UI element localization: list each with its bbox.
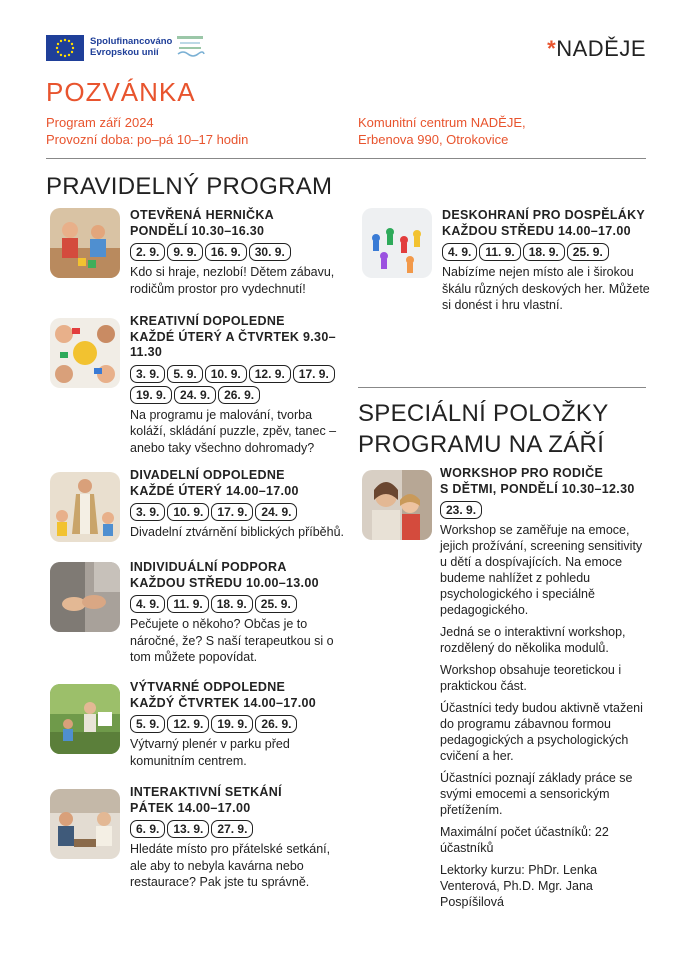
program-info [46, 114, 248, 148]
date-pill: 11. 9. [479, 243, 520, 261]
workshop-paragraph: Jedná se o interaktivní workshop, rozdělený do několika modulů. [440, 625, 626, 655]
date-pill: 2. 9. [130, 243, 165, 261]
eu-cofunded-label [90, 36, 180, 58]
workshop-details [440, 466, 652, 910]
date-pill: 18. 9. [211, 595, 253, 613]
workshop-paragraph: Účastníci poznají základy práce se svými emocemi a sensorickým přetížením. [440, 771, 633, 817]
date-pill: 5. 9. [167, 365, 202, 383]
center-street: Erbenova 990, Otrokovice [358, 132, 509, 147]
event-description: Pečujete o někoho? Občas je to náročné, že? S naší terapeutkou si o tom můžete popovídat. [130, 617, 334, 664]
date-pill: 30. 9. [249, 243, 291, 261]
event-details [130, 785, 340, 891]
date-pill: 18. 9. [523, 243, 565, 261]
workshop-title: WORKSHOP PRO RODIČE [440, 466, 604, 480]
date-pill: 6. 9. [130, 820, 165, 838]
event-details [130, 680, 340, 769]
date-pill: 26. 9. [218, 386, 260, 404]
workshop-paragraph: Účastníci tedy budou aktivně vtaženi do programu zábavnou formou pedagogických a psychologických cvičení a her. [440, 701, 643, 763]
event-time: KAŽDOU STŘEDU 14.00–17.00 [442, 223, 631, 238]
date-pill: 12. 9. [167, 715, 209, 733]
event-title: VÝTVARNÉ ODPOLEDNE [130, 680, 286, 694]
event-time: KAŽDÉ ÚTERÝ A ČTVRTEK 9.30–11.30 [130, 329, 336, 359]
special-heading-line-1: SPECIÁLNÍ POLOŽKY [358, 400, 609, 427]
support-photo [50, 562, 120, 632]
workshop-paragraph: Workshop obsahuje teoretickou i praktickou část. [440, 663, 622, 693]
event-details [130, 314, 340, 456]
ministry-logo [175, 33, 205, 59]
playroom-photo [50, 208, 120, 278]
event-description: Na programu je malování, tvorba koláží, skládání puzzle, zpěv, tanec – anebo taky všechno dohromady? [130, 407, 337, 455]
brand-star: * [547, 36, 557, 61]
date-pill: 4. 9. [130, 595, 165, 613]
date-pill: 10. 9. [205, 365, 247, 383]
nadeje-logo [547, 36, 646, 62]
date-list [130, 243, 340, 261]
theatre-photo [50, 472, 120, 542]
meeting-photo [50, 789, 120, 859]
date-pill: 19. 9. [130, 386, 172, 404]
special-divider [358, 387, 646, 388]
date-pill: 25. 9. [567, 243, 609, 261]
date-pill: 19. 9. [211, 715, 253, 733]
date-list [442, 243, 652, 261]
opening-hours: Provozní doba: po–pá 10–17 hodin [46, 132, 249, 147]
event-description: Nabízíme nejen místo ale i širokou škálu různých deskových her. Můžete si donést i hru vlastní. [442, 265, 650, 312]
eu-flag-logo [46, 35, 84, 61]
date-list [130, 820, 340, 838]
date-pill: 3. 9. [130, 365, 165, 383]
date-pill: 17. 9. [293, 365, 335, 383]
workshop-capacity: Maximální počet účastníků: 22 účastníků [440, 825, 609, 855]
date-list [130, 715, 340, 733]
date-list [130, 595, 340, 613]
ministry-logo-icon [175, 33, 205, 59]
date-pill: 26. 9. [255, 715, 297, 733]
event-details [130, 208, 340, 297]
event-details [130, 560, 340, 666]
workshop-time: S DĚTMI, PONDĚLÍ 10.30–12.30 [440, 481, 635, 496]
special-heading-line-2: PROGRAMU NA ZÁŘÍ [358, 431, 605, 458]
center-name: Komunitní centrum NADĚJE, [358, 115, 526, 130]
event-title: INDIVIDUÁLNÍ PODPORA [130, 560, 287, 574]
date-pill: 24. 9. [174, 386, 216, 404]
date-pill: 11. 9. [167, 595, 208, 613]
date-pill: 5. 9. [130, 715, 165, 733]
date-pill: 24. 9. [255, 503, 297, 521]
event-title: KREATIVNÍ DOPOLEDNE [130, 314, 285, 328]
brand-name: NADĚJE [556, 36, 646, 61]
event-title: OTEVŘENÁ HERNIČKA [130, 208, 274, 222]
event-description: Hledáte místo pro přátelské setkání, ale aby to nebyla kavárna nebo restaurace? Pak jste tu správně. [130, 842, 331, 889]
event-title: INTERAKTIVNÍ SETKÁNÍ [130, 785, 282, 799]
event-title: DESKOHRANÍ PRO DOSPĚLÁKY [442, 208, 646, 222]
eu-line-1: Spolufinancováno [90, 36, 173, 47]
date-pill: 4. 9. [442, 243, 477, 261]
event-time: PONDĚLÍ 10.30–16.30 [130, 223, 265, 238]
date-pill: 3. 9. [130, 503, 165, 521]
event-time: KAŽDÝ ČTVRTEK 14.00–17.00 [130, 695, 317, 710]
date-pill: 12. 9. [249, 365, 291, 383]
special-program-heading [358, 398, 609, 460]
regular-program-heading: PRAVIDELNÝ PROGRAM [46, 173, 333, 200]
event-description: Výtvarný plenér v parku před komunitním centrem. [130, 737, 290, 768]
page-title: POZVÁNKA [46, 77, 196, 107]
art-photo [50, 684, 120, 754]
event-description: Kdo si hraje, nezlobí! Dětem zábavu, rodičům prostor pro vydechnutí! [130, 265, 335, 296]
header-divider [46, 158, 646, 159]
date-list [130, 365, 340, 404]
workshop-lecturers: Lektorky kurzu: PhDr. Lenka Venterová, Ph.D. Mgr. Jana Pospíšilová [440, 863, 598, 909]
date-list [130, 503, 345, 521]
date-pill: 9. 9. [167, 243, 202, 261]
date-list [440, 501, 652, 519]
event-description: Divadelní ztvárnění biblických příběhů. [130, 525, 345, 539]
date-pill: 16. 9. [205, 243, 247, 261]
date-pill: 23. 9. [440, 501, 482, 519]
event-time: KAŽDÉ ÚTERÝ 14.00–17.00 [130, 483, 299, 498]
program-month: Program září 2024 [46, 115, 154, 130]
board-games-photo [362, 208, 432, 278]
workshop-paragraph: Workshop se zaměřuje na emoce, jejich prožívání, screening sensitivity u dětí a dospívajících. Na emoce budeme nahlížet z pohledu psychologického i speciálně pedagogického. [440, 523, 643, 617]
eu-line-2: Evropskou unií [90, 47, 159, 58]
event-title: DIVADELNÍ ODPOLEDNE [130, 468, 285, 482]
center-address [358, 114, 526, 148]
workshop-photo [362, 470, 432, 540]
eu-stars-icon [46, 35, 84, 61]
date-pill: 10. 9. [167, 503, 209, 521]
date-pill: 17. 9. [211, 503, 253, 521]
event-time: PÁTEK 14.00–17.00 [130, 800, 251, 815]
event-time: KAŽDOU STŘEDU 10.00–13.00 [130, 575, 319, 590]
date-pill: 27. 9. [211, 820, 253, 838]
event-details [130, 468, 345, 541]
event-details [442, 208, 652, 314]
creative-photo [50, 318, 120, 388]
date-pill: 25. 9. [255, 595, 297, 613]
date-pill: 13. 9. [167, 820, 209, 838]
